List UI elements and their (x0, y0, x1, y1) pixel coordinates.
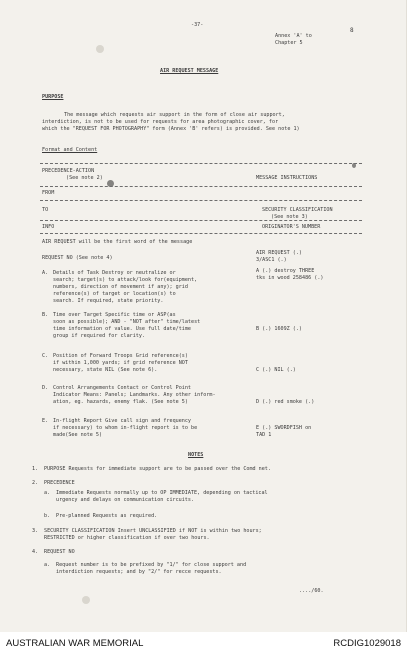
note-sub-letter: b. (44, 513, 51, 519)
item-line: if necessary) to whom in-flight report is to be (53, 425, 198, 431)
message-instructions-label: MESSAGE INSTRUCTIONS (256, 175, 318, 181)
form-rule (40, 200, 362, 201)
item-line: group if required for clarity. (53, 333, 146, 339)
item-line: necessary, state NIL (See note 6). (53, 367, 158, 373)
format-heading: Format and Content (42, 147, 98, 153)
note-line: RESTRICTED or higher classification if over two hours. (44, 535, 210, 541)
info-label: INFO (42, 224, 55, 230)
item-answer: tks in wood 258486 (.) (256, 275, 324, 281)
note-sub-line: Pre-planned Requests as required. (56, 513, 158, 519)
item-number: C. (42, 353, 49, 359)
form-rule (40, 163, 362, 164)
note-number: 1. (32, 466, 39, 472)
note-line: SECURITY CLASSIFICATION Insert UNCLASSIFIED if NOT is within two hours; (44, 528, 262, 534)
security-classification-label: SECURITY CLASSIFICATION (262, 207, 333, 213)
originators-number-label: ORIGINATOR'S NUMBER (262, 224, 321, 230)
note-sub-line: urgency and delays on communication circuits. (56, 497, 195, 503)
item-answer: D (.) red smoke (.) (256, 399, 315, 405)
note-line: PRECEDENCE (44, 480, 75, 486)
from-label: FROM (42, 190, 55, 196)
continuation-marker: ..../60. (299, 588, 324, 594)
form-rule (40, 233, 362, 234)
request-number-value: 3/ASC1 (.) (256, 257, 287, 263)
item-line: time information of value. Use full date/time (53, 326, 192, 332)
purpose-line: which the "REQUEST FOR PHOTOGRAPHY" form (Annex 'B' refers) is provided. See note 1) (42, 126, 300, 132)
item-number: D. (42, 385, 49, 391)
note-line: REQUEST NO (44, 549, 75, 555)
note-sub-line: Immediate Requests normally up to OP IMMEDIATE, depending on tactical (56, 490, 268, 496)
note-sub-letter: a. (44, 490, 51, 496)
item-answer: A (.) destroy THREE (256, 268, 315, 274)
note-line: PURPOSE Requests for immediate support are to be passed over the Comd net. (44, 466, 271, 472)
precedence-label: PRECEDENCE-ACTION (42, 168, 95, 174)
archive-name: AUSTRALIAN WAR MEMORIAL (6, 637, 144, 649)
notes-heading: NOTES (188, 452, 204, 458)
annex-line-2: Chapter 5 (275, 40, 303, 46)
note-number: 4. (32, 549, 39, 555)
item-line: In-flight Report Give call sign and frequency (53, 418, 192, 424)
note-sub-letter: a. (44, 562, 51, 568)
precedence-note: (See note 2) (66, 175, 103, 181)
purpose-line: The message which requests air support in the form of close air support, (64, 112, 285, 118)
note-sub-line: interdiction requests; and by "2/" for recce requests. (56, 569, 222, 575)
item-line: Indicator Means: Panels; Landmarks. Any other inform- (53, 392, 216, 398)
note-number: 3. (32, 528, 39, 534)
item-line: Control Arrangements Contact or Control Point (53, 385, 192, 391)
annex-line-1: Annex 'A' to (275, 33, 312, 39)
to-label: TO (42, 207, 49, 213)
security-note: (See note 3) (271, 214, 308, 220)
corner-mark: 8 (350, 27, 354, 34)
item-line: ation, eg. hazards, enemy flak. (See note 5) (53, 399, 188, 405)
archive-footer (0, 632, 407, 654)
item-line: numbers, direction of movement if any); grid (53, 284, 188, 290)
sample-header: AIR REQUEST (.) (256, 250, 303, 256)
item-line: if within 1,000 yards; if grid reference NOT (53, 360, 188, 366)
archive-reference: RCDIG1029018 (333, 637, 401, 649)
punch-hole (82, 596, 90, 604)
item-line: search. If required, state priority. (53, 298, 164, 304)
item-line: Details of Task Destroy or neutralize or (53, 270, 176, 276)
form-rule (40, 186, 362, 187)
item-line: reference(s) of target or location(s) to (53, 291, 176, 297)
item-number: B. (42, 312, 49, 318)
item-number: E. (42, 418, 49, 424)
item-answer: TAD 1 (256, 432, 272, 438)
item-answer: C (.) NIL (.) (256, 367, 296, 373)
item-number: A. (42, 270, 49, 276)
item-line: search; target(s) to attack/look for(equipment, (53, 277, 198, 283)
note-number: 2. (32, 480, 39, 486)
page-title: AIR REQUEST MESSAGE (160, 68, 219, 74)
note-sub-line: Request number is to be prefixed by "1/" for close support and (56, 562, 247, 568)
item-answer: E (.) SWORDFISH on (256, 425, 312, 431)
page-number: -37- (191, 22, 204, 28)
intro-text: AIR REQUEST will be the first word of the message (42, 239, 193, 245)
punch-hole (96, 45, 104, 53)
item-line: Position of Forward Troops Grid reference(s) (53, 353, 188, 359)
item-answer: B (.) 1609Z (.) (256, 326, 303, 332)
request-number-label: REQUEST NO (See note 4) (42, 255, 113, 261)
purpose-heading: PURPOSE (42, 94, 64, 100)
purpose-line: interdiction, is not to be used for requests for area photographic cover, for (42, 119, 279, 125)
form-rule (40, 220, 362, 221)
item-line: Time over Target Specific time or ASP(as (53, 312, 176, 318)
item-line: soon as possible); AND - "NOT after" time/latest (53, 319, 201, 325)
item-line: made(See note 5) (53, 432, 103, 438)
